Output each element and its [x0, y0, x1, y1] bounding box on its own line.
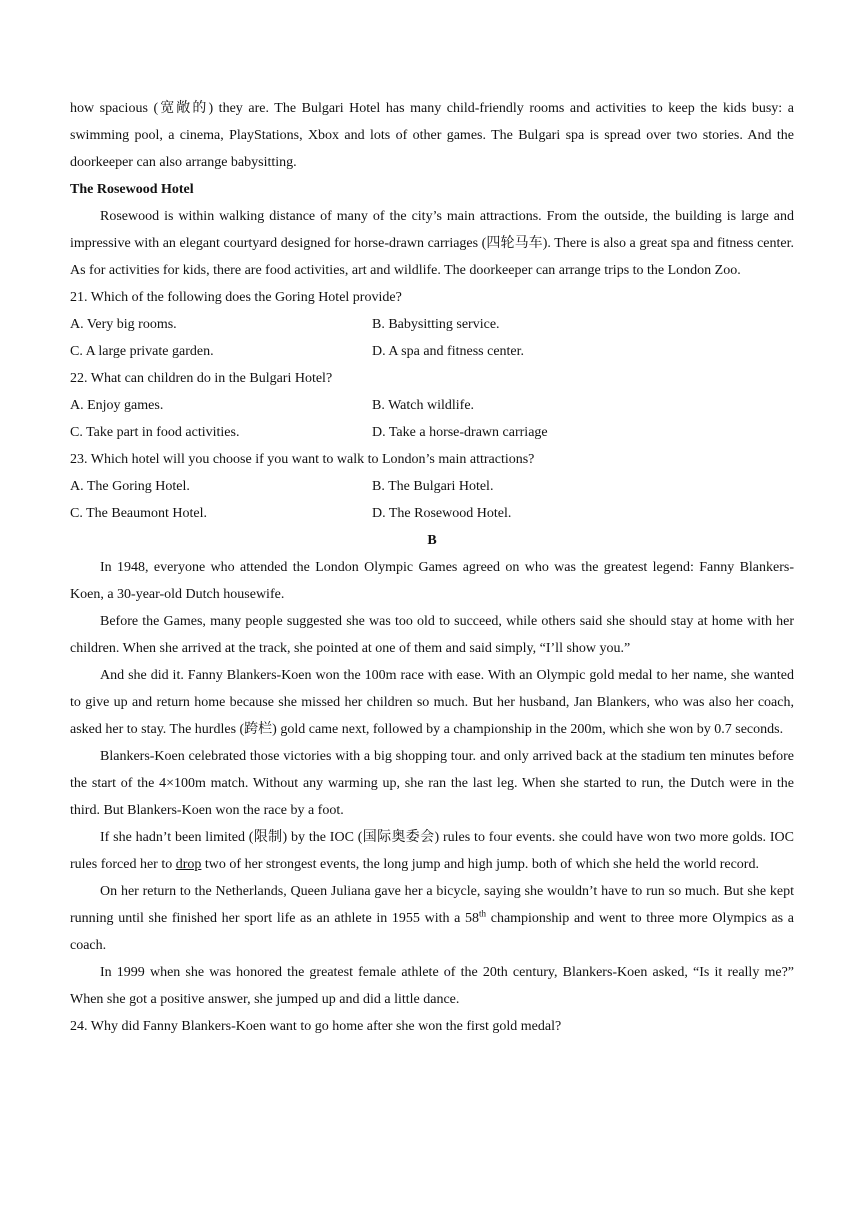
option-c: C. The Beaumont Hotel. [70, 506, 207, 521]
option-a: A. The Goring Hotel. [70, 479, 190, 494]
question-stem: 21. Which of the following does the Goring Hotel provide? [70, 290, 402, 305]
paragraph-text: championship and went to three more Olympics as a coach. [70, 911, 794, 953]
passage-b-paragraph-3: And she did it. Fanny Blankers-Koen won the 100m race with ease. With an Olympic gold medal to her name, she wanted to give up and return home because she missed her children so much. But her husband, Jan Blankers, who was also her coach, asked her to stay. The hurdles (跨栏) gold came next, followed by a championship in the 200m, which she won by 0.7 seconds. [70, 668, 794, 737]
rosewood-heading: The Rosewood Hotel [70, 182, 194, 197]
bulgari-paragraph: how spacious (宽敞的) they are. The Bulgari Hotel has many child-friendly rooms and activities to keep the kids busy: a swimming pool, a cinema, PlayStations, Xbox and lots of other games. The Bulgari spa is spread over two stories. And the doorkeeper can also arrange babysitting. [70, 101, 794, 170]
options-row [70, 500, 794, 527]
option-b: B. Babysitting service. [372, 317, 500, 332]
paragraph-text: If she hadn’t been limited (限制) by the IOC (国际奥委会) rules to four events. she could have won two more golds. IOC rules forced her to [70, 830, 794, 872]
option-b: B. The Bulgari Hotel. [372, 479, 494, 494]
passage-b-paragraph-6 [70, 878, 794, 959]
section-b-label: B [427, 533, 437, 548]
question-22 [70, 365, 794, 446]
option-d: D. The Rosewood Hotel. [372, 506, 512, 521]
passage-b-paragraph-7: In 1999 when she was honored the greatest female athlete of the 20th century, Blankers-Koen asked, “Is it really me?” When she got a positive answer, she jumped up and did a little dance. [70, 965, 794, 1007]
option-b: B. Watch wildlife. [372, 398, 475, 413]
options-row [70, 311, 794, 338]
question-21 [70, 284, 794, 365]
paragraph-text: On her return to the Netherlands, Queen Juliana gave her a bicycle, saying she wouldn’t have to run so much. But she kept running until she finished her sport life as an athlete in 1955 with a 58 [70, 884, 794, 926]
option-c: C. A large private garden. [70, 344, 214, 359]
question-23 [70, 446, 794, 527]
option-c: C. Take part in food activities. [70, 425, 240, 440]
passage-b-paragraph-5 [70, 824, 794, 878]
passage-b-paragraph-1: In 1948, everyone who attended the London Olympic Games agreed on who was the greatest legend: Fanny Blankers-Koen, a 30-year-old Dutch housewife. [70, 560, 794, 602]
rosewood-paragraph: Rosewood is within walking distance of many of the city’s main attractions. From the outside, the building is large and impressive with an elegant courtyard designed for horse-drawn carriages (四轮马车). There is also a great spa and fitness center. As for activities for kids, there are food activities, art and wildlife. The doorkeeper can arrange trips to the London Zoo. [70, 209, 794, 278]
question-stem: 23. Which hotel will you choose if you want to walk to London’s main attractions? [70, 452, 535, 467]
document-page [70, 95, 794, 1040]
ordinal-suffix: th [479, 908, 487, 919]
option-a: A. Very big rooms. [70, 317, 177, 332]
option-d: D. A spa and fitness center. [372, 344, 525, 359]
options-row [70, 419, 794, 446]
options-row [70, 473, 794, 500]
option-d: D. Take a horse-drawn carriage [372, 425, 548, 440]
option-a: A. Enjoy games. [70, 398, 164, 413]
options-row [70, 392, 794, 419]
underlined-word: drop [175, 857, 202, 872]
passage-b-paragraph-2: Before the Games, many people suggested she was too old to succeed, while others said she should stay at home with her children. When she arrived at the track, she pointed at one of them and said simply, “I’ll show you.” [70, 614, 794, 656]
question-stem: 22. What can children do in the Bulgari Hotel? [70, 371, 333, 386]
passage-b-paragraph-4: Blankers-Koen celebrated those victories with a big shopping tour. and only arrived back at the stadium ten minutes before the start of the 4×100m match. Without any warming up, she ran the last leg. When she started to run, the Dutch were in the third. But Blankers-Koen won the race by a foot. [70, 749, 794, 818]
paragraph-text: two of her strongest events, the long jump and high jump. both of which she held the world record. [201, 857, 759, 872]
question-24-stem: 24. Why did Fanny Blankers-Koen want to go home after she won the first gold medal? [70, 1019, 562, 1034]
options-row [70, 338, 794, 365]
